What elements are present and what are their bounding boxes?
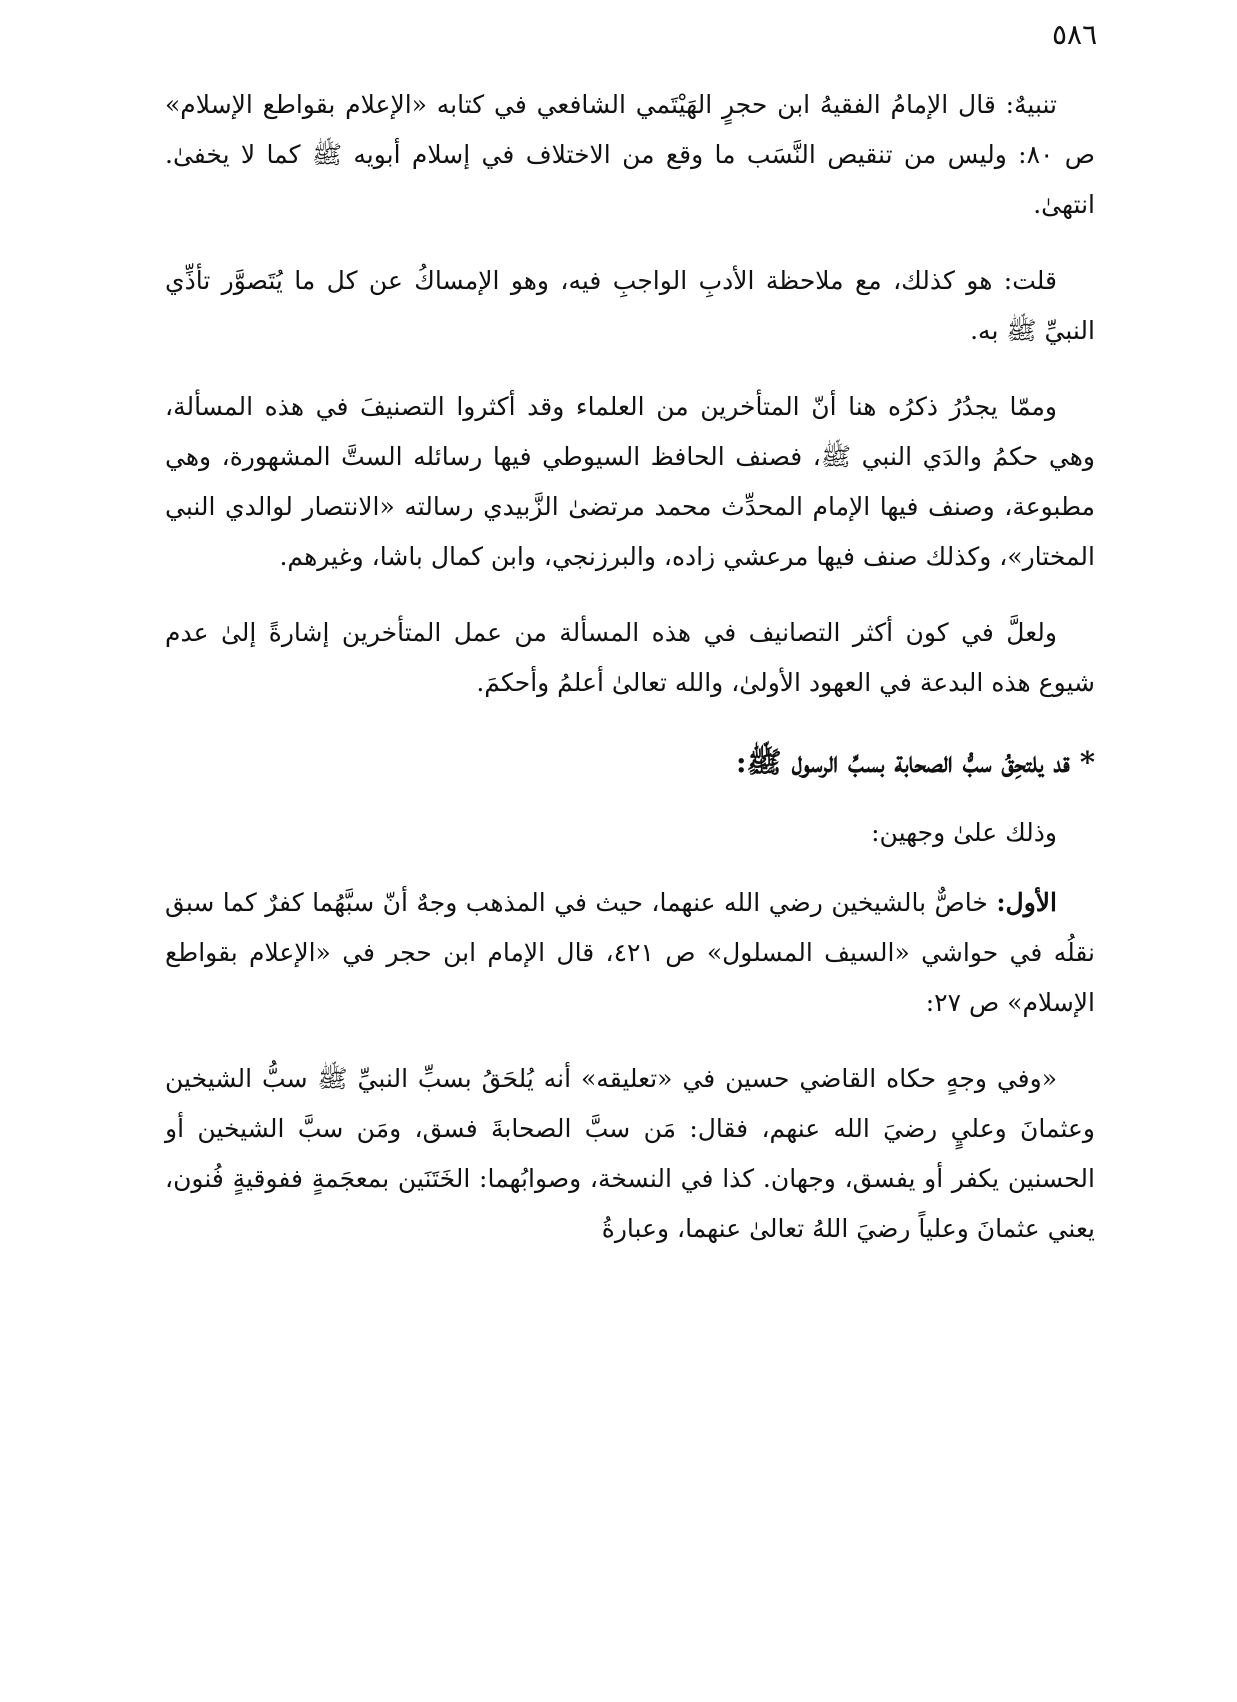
- first-aspect-label: الأول:: [996, 888, 1057, 917]
- paragraph-note: تنبيهٌ: قال الإمامُ الفقيهُ ابن حجرٍ الهَيْتَمي الشافعي في كتابه «الإعلام بقواطع الإسلام» ص ٨٠: وليس من تنقيص النَّسَب ما وقع من الاختلاف في إسلام أبويه ﷺ كما لا يخفىٰ. انتهىٰ.: [165, 90, 1096, 219]
- paragraph-quotation: «وفي وجهٍ حكاه القاضي حسين في «تعليقه» أنه يُلحَقُ بسبِّ النبيِّ ﷺ سبُّ الشيخين وعثمانَ وعليٍ رضيَ الله عنهم، فقال: مَن سبَّ الصحابةَ فسق، ومَن سبَّ الشيخين أو الحسنين يكفر أو يفسق، وجهان. كذا في النسخة، وصوابُهما: الخَتَنَين بمعجَمةٍ ففوقيةٍ فُنون، يعني عثمانَ وعلياً رضيَ اللهُ تعالىٰ عنهما، وعبارةُ: [165, 1064, 1095, 1243]
- paragraph-conclusion: ولعلَّ في كون أكثر التصانيف في هذه المسألة من عمل المتأخرين إشارةً إلىٰ عدم شيوع هذه البدعة في العهود الأولىٰ، والله تعالىٰ أعلمُ وأحكمَ.: [165, 618, 1095, 697]
- paragraph-later-scholars: وممّا يجدُرُ ذكرُه هنا أنّ المتأخرين من العلماء وقد أكثروا التصنيفَ في هذه المسألة، وهي حكمُ والدَي النبي ﷺ، فصنف الحافظ السيوطي فيها رسائله الستَّ المشهورة، وهي مطبوعة، وصنف فيها الإمام المحدِّث محمد مرتضىٰ الزَّبيدي رسالته «الانتصار لوالدي النبي المختار»، وكذلك صنف فيها مرعشي زاده، والبرزنجي، وابن كمال باشا، وغيرهم.: [165, 392, 1095, 571]
- paragraph-comment: قلت: هو كذلك، مع ملاحظة الأدبِ الواجبِ فيه، وهو الإمساكُ عن كل ما يُتَصوَّر تأذِّي النبيِّ ﷺ به.: [165, 266, 1095, 345]
- paragraph-first-aspect: [165, 878, 1095, 1028]
- page-number: ٥٨٦: [1052, 18, 1098, 51]
- first-aspect-text: خاصٌّ بالشيخين رضي الله عنهما، حيث في المذهب وجهٌ أنّ سبَّهُما كفرٌ كما سبق نقلُه في حواشي «السيف المسلول» ص ٤٢١، قال الإمام ابن حجر في «الإعلام بقواطع الإسلام» ص ٢٧:: [165, 888, 1095, 1017]
- section-heading: * قد يلتحِقُ سبُّ الصحابة بسبِّ الرسول ﷺ:: [735, 745, 1095, 779]
- body-text: [165, 80, 1095, 1280]
- paragraph-two-aspects: وذلك علىٰ وجهين:: [871, 818, 1057, 847]
